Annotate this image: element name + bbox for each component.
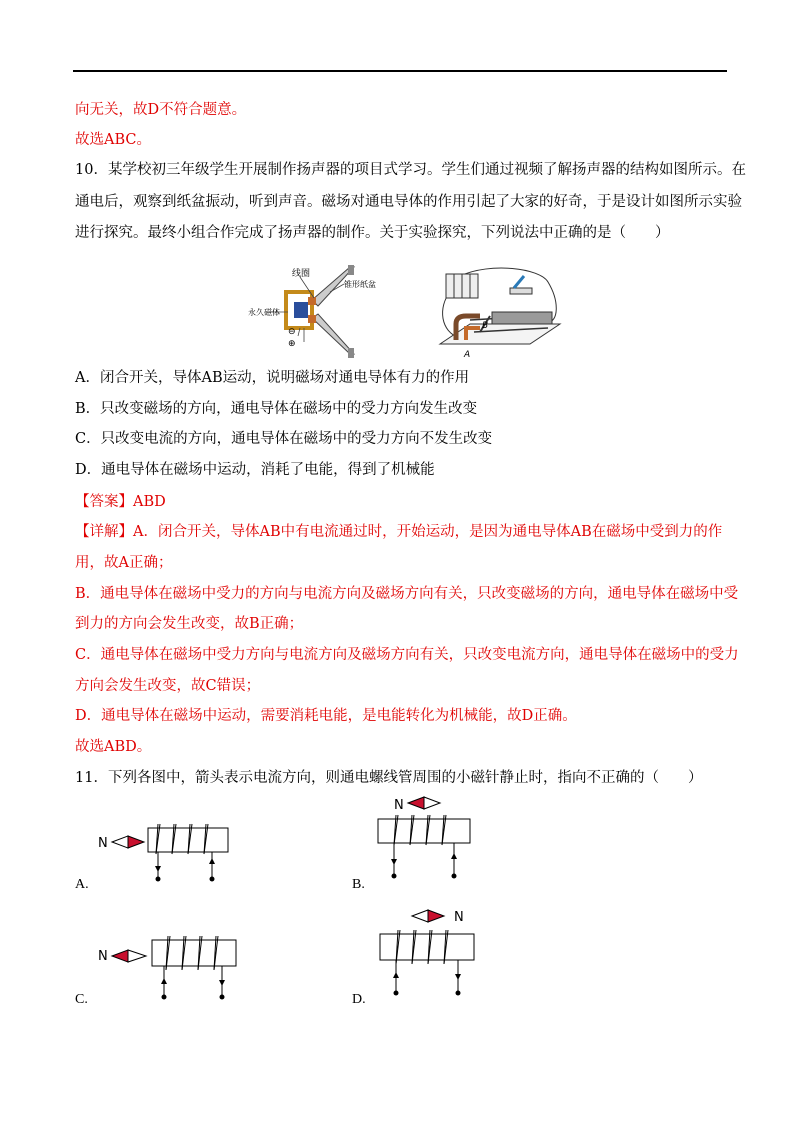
compass-needle	[408, 797, 440, 809]
needle-n-label: N	[454, 910, 464, 925]
needle-n-label: N	[98, 949, 108, 964]
q10-stem-line-3: 进行探究。最终小组合作完成了扬声器的制作。关于实验探究，下列说法中正确的是（ ）	[75, 225, 670, 241]
q10-analysis-line-3: B．通电导体在磁场中受力的方向与电流方向及磁场方向有关，只改变磁场的方向，通电导体在磁场中受	[75, 586, 739, 602]
needle-n-label: N	[98, 836, 108, 851]
q11-option-d-label: D.	[352, 992, 366, 1007]
compass-needle	[112, 950, 146, 962]
q10-option-d: D．通电导体在磁场中运动，消耗了电能，得到了机械能	[75, 462, 435, 478]
q10-analysis-line-2: 用，故A正确；	[75, 555, 173, 571]
q10-analysis-line-7: D．通电导体在磁场中运动，需要消耗电能，是电能转化为机械能，故D正确。	[75, 708, 577, 724]
q11-figure-a	[96, 818, 236, 884]
magnet-label: 永久磁体	[248, 308, 280, 317]
q11-option-b-label: B.	[352, 877, 365, 892]
prev-answer-line-1: 向无关，故D不符合题意。	[75, 102, 247, 118]
point-a-label: A	[464, 350, 471, 360]
prev-answer-line-2: 故选ABC。	[75, 132, 151, 148]
apparatus-diagram	[440, 268, 560, 344]
cone-label: 锥形纸盆	[344, 280, 376, 289]
header-rule	[73, 70, 727, 72]
solenoid	[378, 815, 470, 879]
speaker-diagram	[270, 265, 354, 358]
q10-option-b: B．只改变磁场的方向，通电导体在磁场中的受力方向发生改变	[75, 401, 478, 417]
q10-analysis-line-5: C．通电导体在磁场中受力方向与电流方向及磁场方向有关，只改变电流方向，通电导体在磁场中的受力	[75, 647, 739, 663]
q10-stem-line-2: 通电后，观察到纸盆振动，听到声音。磁场对通电导体的作用引起了大家的好奇，于是设计如图所示实验	[75, 194, 742, 210]
compass-needle	[412, 910, 444, 922]
needle-n-label: N	[394, 798, 404, 813]
solenoid	[152, 936, 236, 1000]
q10-answer: 【答案】ABD	[75, 494, 166, 510]
q11-option-a-label: A.	[75, 877, 89, 892]
minus-terminal: ⊖	[288, 327, 296, 337]
solenoid	[380, 930, 474, 996]
q11-stem: 11．下列各图中，箭头表示电流方向，则通电螺线管周围的小磁针静止时，指向不正确的（ ）	[75, 770, 703, 786]
q11-figure-c	[96, 932, 246, 1002]
compass-needle	[112, 836, 144, 848]
q10-stem-line-1: 10．某学校初三年级学生开展制作扬声器的项目式学习。学生们通过视频了解扬声器的结构如图所示。在	[75, 162, 746, 178]
coil-label: 线圈	[292, 269, 311, 279]
q10-analysis-line-8: 故选ABD。	[75, 739, 152, 755]
q10-analysis-line-6: 方向会发生改变，故C错误；	[75, 678, 261, 694]
experiment-apparatus-figure	[430, 262, 570, 362]
solenoid	[148, 824, 228, 882]
q10-analysis-line-4: 到力的方向会发生改变，故B正确；	[75, 616, 304, 632]
q11-figure-d	[372, 906, 482, 998]
point-b-label: B	[482, 321, 489, 331]
q11-figure-b	[372, 793, 482, 885]
q10-analysis-line-1: 【详解】A．闭合开关，导体AB中有电流通过时，开始运动，是因为通电导体AB在磁场中受到力的作	[75, 524, 723, 540]
plus-terminal: ⊕	[288, 339, 296, 349]
q10-option-a: A．闭合开关，导体AB运动，说明磁场对通电导体有力的作用	[75, 370, 470, 386]
q10-option-c: C．只改变电流的方向，通电导体在磁场中的受力方向不发生改变	[75, 431, 493, 447]
speaker-structure-figure	[248, 262, 376, 362]
q11-option-c-label: C.	[75, 992, 88, 1007]
